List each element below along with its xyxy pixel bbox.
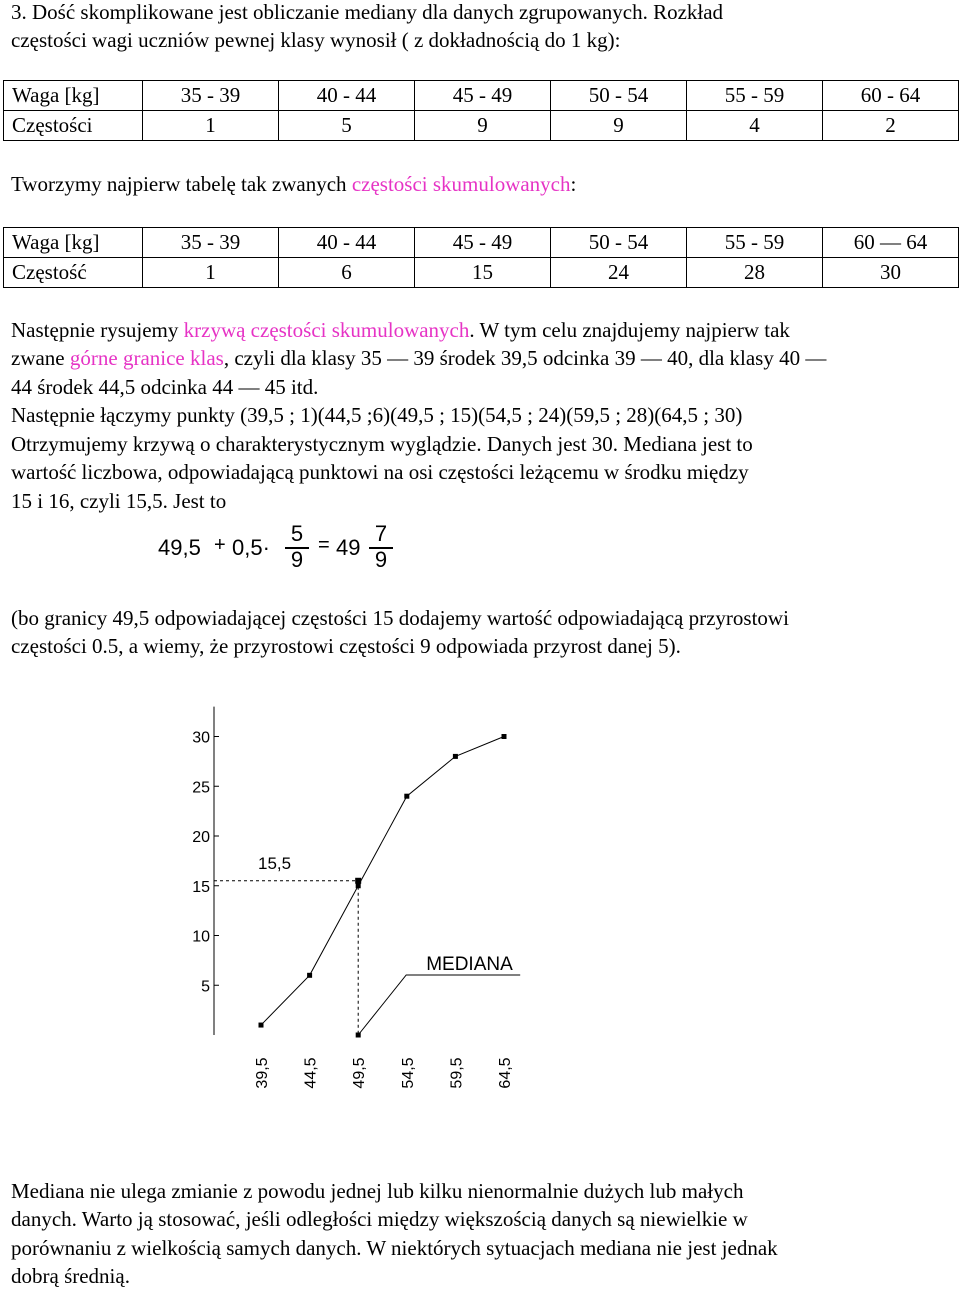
table-cell: 40 - 44 <box>279 228 415 258</box>
table-cell: 9 <box>551 111 687 141</box>
table-cell: 35 - 39 <box>143 228 279 258</box>
x-tick-label: 44,5 <box>302 1057 320 1089</box>
data-point <box>502 734 507 739</box>
median-label: MEDIANA <box>426 954 513 975</box>
paragraph-line: wartość liczbowa, odpowiadającą punktowi na osi częstości leżącemu w środku między <box>11 460 749 484</box>
frequency-table <box>3 80 959 141</box>
table-cell: 24 <box>551 258 687 288</box>
fraction-denominator: 9 <box>290 547 304 572</box>
table-cell: 50 - 54 <box>551 81 687 111</box>
paragraph-line: dobrą średnią. <box>11 1264 130 1288</box>
table-cell: 5 <box>279 111 415 141</box>
paragraph-line: 15 i 16, czyli 15,5. Jest to <box>11 489 227 513</box>
heading-line-2: częstości wagi uczniów pewnej klasy wynosił ( z dokładnością do 1 kg): <box>11 28 621 52</box>
table-cell: 2 <box>823 111 959 141</box>
paragraph-line: Następnie łączymy punkty (39,5 ; 1)(44,5 ;6)(49,5 ; 15)(54,5 ; 24)(59,5 ; 28)(64,5 ; 30) <box>11 403 743 427</box>
data-point <box>307 973 312 978</box>
x-tick-label: 59,5 <box>448 1057 466 1089</box>
table-cell: 55 - 59 <box>687 228 823 258</box>
table-cell: 1 <box>143 111 279 141</box>
table-header-cell: Częstość <box>4 258 143 288</box>
table-cell: 50 - 54 <box>551 228 687 258</box>
data-point <box>404 794 409 799</box>
heading-line-1: 3. Dość skomplikowane jest obliczanie mediany dla danych zgrupowanych. Rozkład <box>11 0 724 24</box>
text-span: : <box>570 172 577 196</box>
y-tick-label: 20 <box>192 829 210 846</box>
y-tick-label: 10 <box>192 928 210 946</box>
table-cell: 45 - 49 <box>415 81 551 111</box>
fraction-numerator: 7 <box>374 521 388 546</box>
table-cell: 6 <box>279 258 415 288</box>
table-cell: 28 <box>687 258 823 288</box>
y-tick-label: 30 <box>192 729 210 747</box>
table-cell: 1 <box>143 258 279 288</box>
text-span: Tworzymy najpierw tabelę tak zwanych <box>11 172 352 196</box>
table-header-cell: Waga [kg] <box>4 228 143 258</box>
formula-term: 49 <box>336 535 361 560</box>
paragraph-line: porównaniu z wielkością samych danych. W niektórych sytuacjach mediana nie jest jednak <box>11 1236 778 1260</box>
table-cell: 15 <box>415 258 551 288</box>
paragraph-line: Otrzymujemy krzywą o charakterystycznym wyglądzie. Danych jest 30. Mediana jest to <box>11 432 753 456</box>
median-callout-line <box>358 975 520 1035</box>
paragraph-line: (bo granicy 49,5 odpowiadającej częstości 15 dodajemy wartość odpowiadającą przyrostowi <box>11 606 789 630</box>
table-cell: 60 - 64 <box>823 81 959 111</box>
highlight-text: krzywą częstości skumulowanych <box>183 318 470 342</box>
median-formula <box>148 523 401 575</box>
x-tick-label: 54,5 <box>399 1057 417 1089</box>
median-value-label: 15,5 <box>258 853 292 873</box>
table-cell: 9 <box>415 111 551 141</box>
text-span: Następnie rysujemy <box>11 318 184 342</box>
table-header-cell: Waga [kg] <box>4 81 143 111</box>
cumulative-table <box>3 227 959 288</box>
formula-equals: = <box>318 534 330 556</box>
series-line <box>261 737 504 1026</box>
table-row <box>4 258 959 288</box>
table-cell: 4 <box>687 111 823 141</box>
x-tick-label: 64,5 <box>497 1057 514 1089</box>
fraction-numerator: 5 <box>290 521 304 546</box>
text-span: , czyli dla klasy 35 — 39 środek 39,5 odcinka 39 — 40, dla klasy 40 — <box>223 346 827 370</box>
x-tick-label: 49,5 <box>351 1057 369 1089</box>
formula-plus: + <box>214 534 226 556</box>
table-header-cell: Częstości <box>4 111 143 141</box>
highlight-text: górne granice klas <box>69 346 224 370</box>
table-row <box>4 228 959 258</box>
data-point <box>259 1023 264 1028</box>
text-span: . W tym celu znajdujemy najpierw tak <box>469 318 790 342</box>
table-cell: 55 - 59 <box>687 81 823 111</box>
median-point <box>355 878 361 884</box>
y-tick-label: 5 <box>201 978 210 996</box>
paragraph-line: częstości 0.5, a wiemy, że przyrostowi częstości 9 odpowiada przyrost danej 5). <box>11 634 681 658</box>
table-cell: 60 — 64 <box>823 228 959 258</box>
highlight-text: częstości skumulowanych <box>351 172 571 196</box>
table-cell: 30 <box>823 258 959 288</box>
fraction-denominator: 9 <box>374 547 388 572</box>
table-cell: 40 - 44 <box>279 81 415 111</box>
table-row <box>4 81 959 111</box>
text-span: zwane <box>11 346 70 370</box>
paragraph-line: Mediana nie ulega zmianie z powodu jednej lub kilku nienormalnie dużych lub małych <box>11 1179 744 1203</box>
paragraph-line: 44 środek 44,5 odcinka 44 — 45 itd. <box>11 375 319 399</box>
paragraph-line: danych. Warto ją stosować, jeśli odległości między większością danych są niewielkie w <box>11 1207 748 1231</box>
table-row <box>4 111 959 141</box>
y-tick-label: 25 <box>192 779 210 797</box>
data-point <box>453 754 458 759</box>
x-tick-label: 39,5 <box>254 1057 271 1089</box>
table-cell: 35 - 39 <box>143 81 279 111</box>
table-cell: 45 - 49 <box>415 228 551 258</box>
intro-line <box>11 170 576 199</box>
paragraph-line <box>11 344 826 373</box>
formula-term: 49,5 <box>158 535 201 560</box>
paragraph-line <box>11 316 790 345</box>
formula-term: 0,5· <box>232 535 270 560</box>
cumulative-frequency-chart <box>148 680 590 1090</box>
y-tick-label: 15 <box>192 878 210 896</box>
